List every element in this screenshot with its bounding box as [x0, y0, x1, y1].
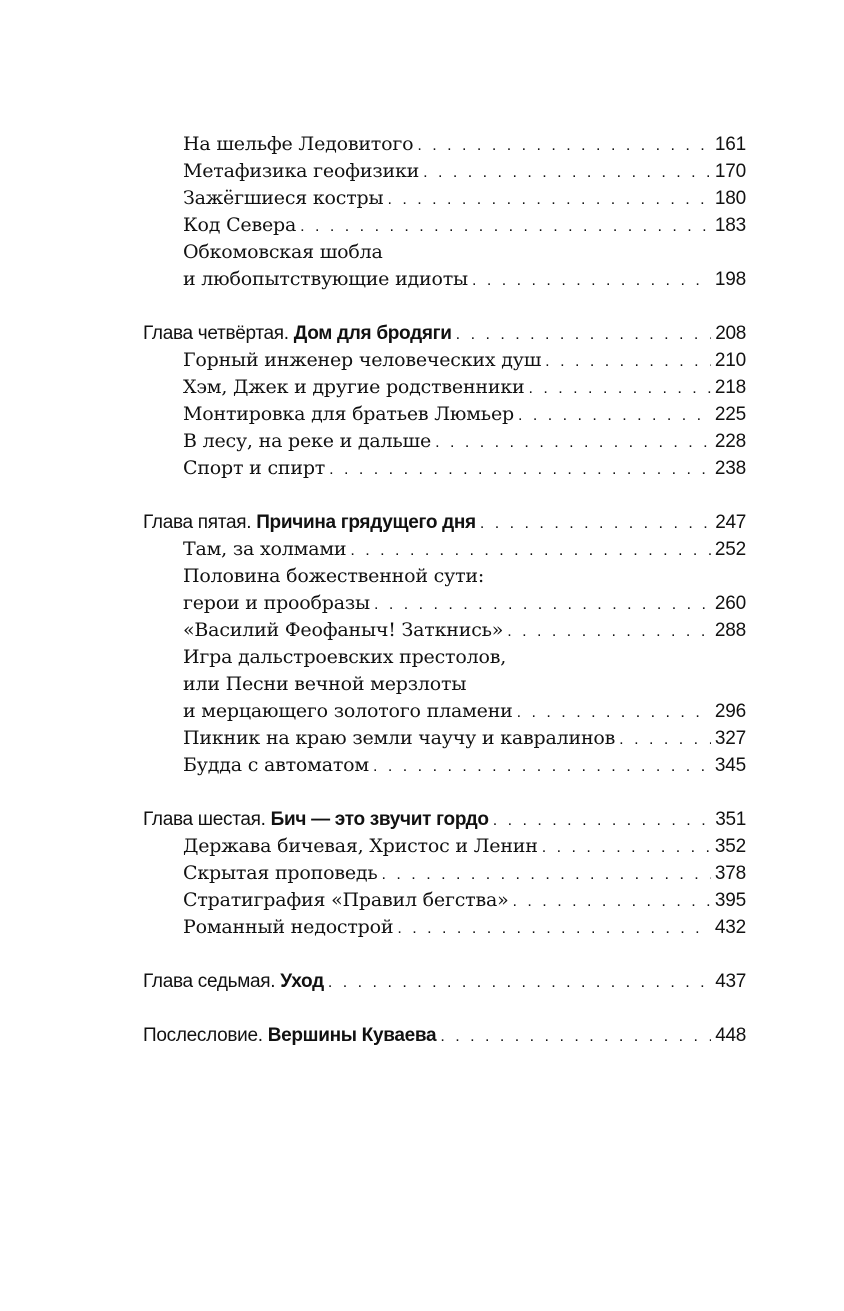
chapter-label: Глава шестая.	[143, 809, 266, 830]
toc-entry-line	[143, 644, 746, 671]
toc-entry	[143, 617, 746, 644]
chapter-title: Уход	[280, 971, 324, 992]
entry-title: герои и прообразы	[183, 592, 370, 614]
chapter-heading-row	[143, 1022, 746, 1049]
dot-leader	[513, 888, 711, 915]
entry-title: Горный инженер человеческих душ	[183, 349, 542, 371]
chapter-heading	[143, 320, 452, 347]
toc-section	[143, 320, 746, 482]
chapter-heading-row	[143, 509, 746, 536]
page-number: 448	[715, 1025, 746, 1046]
dot-leader	[382, 861, 711, 888]
dot-leader	[300, 213, 711, 240]
dot-leader	[545, 348, 711, 375]
entry-title: Спорт и спирт	[183, 457, 326, 479]
entry-title: «Василий Феофаныч! Заткнись»	[183, 619, 504, 641]
page-number: 218	[714, 377, 746, 398]
toc-entry	[143, 374, 746, 401]
toc-entry	[143, 347, 746, 374]
dot-leader	[328, 969, 711, 996]
dot-leader	[417, 132, 711, 159]
entry-title: Держава бичевая, Христос и Ленин	[183, 835, 538, 857]
toc-entry	[143, 833, 746, 860]
dot-leader	[374, 591, 711, 618]
toc-entry	[143, 590, 746, 617]
entry-title: Скрытая проповедь	[183, 862, 378, 884]
page-number: 238	[714, 458, 746, 479]
dot-leader	[480, 510, 711, 537]
toc-entry	[143, 698, 746, 725]
dot-leader	[456, 321, 712, 348]
page-number: 395	[714, 890, 746, 911]
entry-title: Пикник на краю земли чаучу и кавралинов	[183, 727, 616, 749]
page-number: 180	[714, 188, 746, 209]
entry-title: Зажёгшиеся костры	[183, 187, 384, 209]
page-number: 260	[714, 593, 746, 614]
chapter-heading-row	[143, 806, 746, 833]
chapter-title: Дом для бродяги	[293, 323, 452, 344]
page-number: 161	[714, 134, 746, 155]
page-number: 208	[715, 323, 746, 344]
toc-section	[143, 509, 746, 779]
entry-title: Стратиграфия «Правил бегства»	[183, 889, 509, 911]
dot-leader	[493, 807, 711, 834]
chapter-heading	[143, 509, 476, 536]
page-number: 170	[714, 161, 746, 182]
chapter-label: Глава пятая.	[143, 512, 252, 533]
dot-leader	[542, 834, 711, 861]
toc-entry	[143, 185, 746, 212]
entry-title: и мерцающего золотого пламени	[183, 700, 513, 722]
toc-entry-line	[143, 563, 746, 590]
chapter-label: Глава четвёртая.	[143, 323, 289, 344]
entry-title-line: или Песни вечной мерзлоты	[183, 673, 467, 695]
toc-entry	[143, 212, 746, 239]
toc-entry	[143, 266, 746, 293]
page-number: 432	[714, 917, 746, 938]
toc-entry	[143, 725, 746, 752]
chapter-label: Послесловие.	[143, 1025, 263, 1046]
entry-title-line: Обкомовская шобла	[183, 241, 383, 263]
toc-entry-line	[143, 671, 746, 698]
entry-title: Код Севера	[183, 214, 297, 236]
toc-entry-line	[143, 239, 746, 266]
chapter-title: Бич — это звучит гордо	[270, 809, 489, 830]
toc-entry	[143, 752, 746, 779]
entry-title: На шельфе Ледовитого	[183, 133, 414, 155]
entry-title: В лесу, на реке и дальше	[183, 430, 432, 452]
page-number: 378	[714, 863, 746, 884]
page-number: 252	[714, 539, 746, 560]
page-number: 183	[714, 215, 746, 236]
table-of-contents	[143, 131, 746, 1076]
toc-section	[143, 131, 746, 293]
chapter-heading	[143, 806, 489, 833]
chapter-heading	[143, 1022, 436, 1049]
dot-leader	[518, 402, 711, 429]
page-number: 225	[714, 404, 746, 425]
page-number: 352	[714, 836, 746, 857]
dot-leader	[435, 429, 711, 456]
chapter-heading	[143, 968, 324, 995]
chapter-title: Вершины Куваева	[267, 1025, 437, 1046]
dot-leader	[329, 456, 711, 483]
toc-entry	[143, 914, 746, 941]
toc-section	[143, 968, 746, 995]
chapter-title: Причина грядущего дня	[256, 512, 476, 533]
entry-title: Метафизика геофизики	[183, 160, 420, 182]
entry-title-line: Половина божественной сути:	[183, 565, 485, 587]
page-number: 327	[714, 728, 746, 749]
toc-entry	[143, 536, 746, 563]
toc-section	[143, 1022, 746, 1049]
dot-leader	[517, 699, 711, 726]
toc-entry	[143, 455, 746, 482]
page-number: 198	[714, 269, 746, 290]
toc-entry	[143, 158, 746, 185]
chapter-heading-row	[143, 968, 746, 995]
dot-leader	[507, 618, 711, 645]
toc-entry	[143, 401, 746, 428]
dot-leader	[423, 159, 711, 186]
toc-entry	[143, 131, 746, 158]
page-number: 247	[715, 512, 746, 533]
page-number: 345	[714, 755, 746, 776]
entry-title: Будда с автоматом	[183, 754, 369, 776]
page-number: 296	[714, 701, 746, 722]
dot-leader	[619, 726, 711, 753]
toc-entry	[143, 887, 746, 914]
chapter-label: Глава седьмая.	[143, 971, 276, 992]
page-number: 228	[714, 431, 746, 452]
entry-title: и любопытствующие идиоты	[183, 268, 468, 290]
dot-leader	[472, 267, 711, 294]
page-number: 288	[714, 620, 746, 641]
toc-entry	[143, 428, 746, 455]
dot-leader	[350, 537, 711, 564]
toc-section	[143, 806, 746, 941]
dot-leader	[387, 186, 710, 213]
page-number: 210	[714, 350, 746, 371]
entry-title: Романный недострой	[183, 916, 394, 938]
page-number: 351	[715, 809, 746, 830]
page-number: 437	[715, 971, 746, 992]
entry-title: Монтировка для братьев Люмьер	[183, 403, 514, 425]
entry-title-line: Игра дальстроевских престолов,	[183, 646, 507, 668]
entry-title: Хэм, Джек и другие родственники	[183, 376, 525, 398]
toc-entry	[143, 860, 746, 887]
entry-title: Там, за холмами	[183, 538, 347, 560]
chapter-heading-row	[143, 320, 746, 347]
dot-leader	[373, 753, 711, 780]
dot-leader	[397, 915, 711, 942]
dot-leader	[440, 1023, 711, 1050]
dot-leader	[528, 375, 710, 402]
